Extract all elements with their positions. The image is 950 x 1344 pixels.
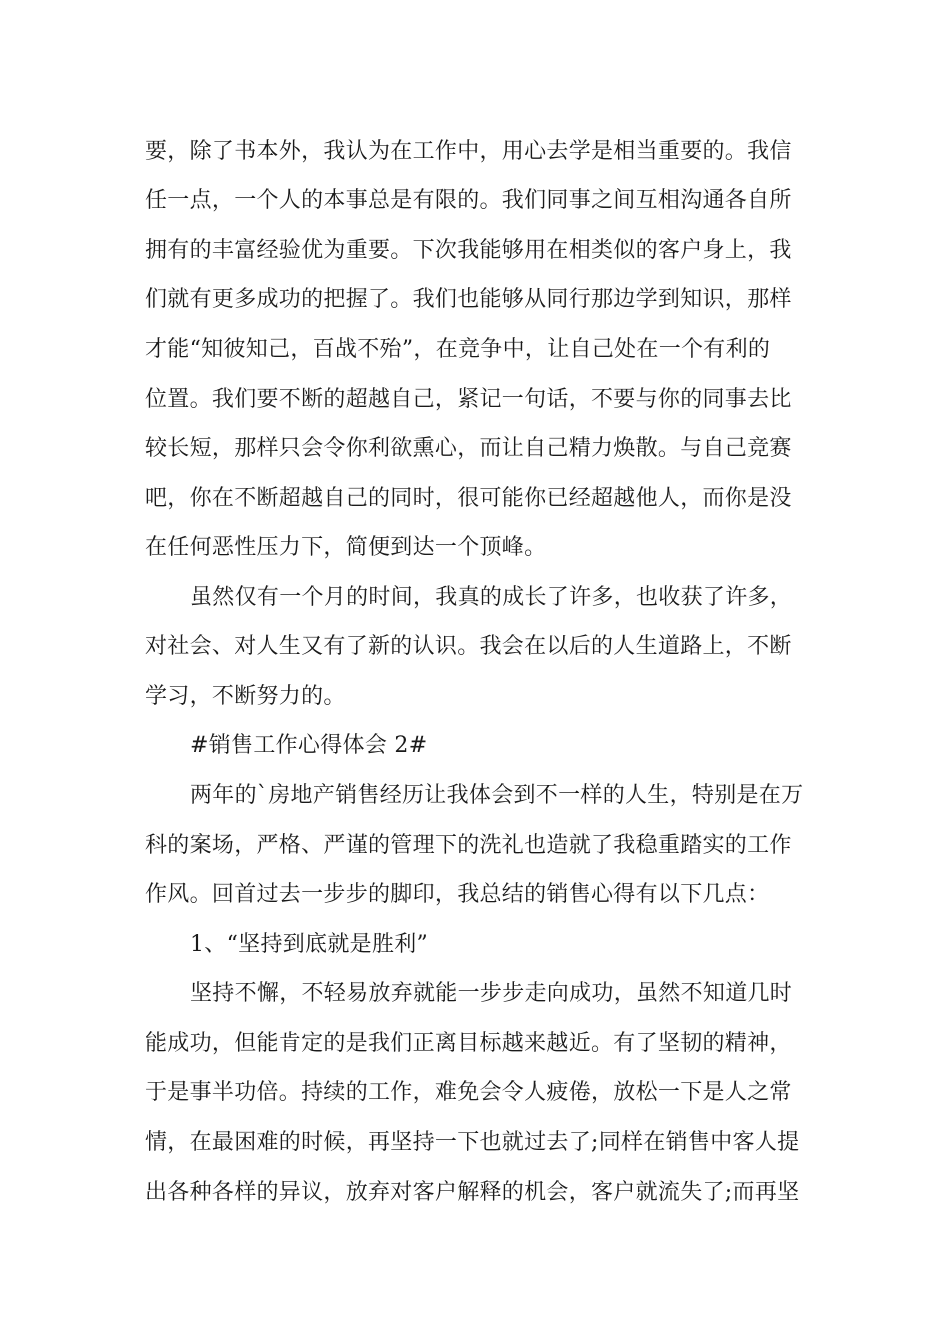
text-line: 学习，不断努力的。 [145, 684, 346, 709]
subsection-heading: 1、“坚持到底就是胜利” [190, 932, 429, 957]
text-line: 拥有的丰富经验优为重要。下次我能够用在相类似的客户身上，我 [145, 238, 792, 263]
text-line: 作风。回首过去一步步的脚印，我总结的销售心得有以下几点： [145, 882, 770, 907]
text-line: 任一点，一个人的本事总是有限的。我们同事之间互相沟通各自所 [145, 188, 792, 213]
text-line: 科的案场，严格、严谨的管理下的洗礼也造就了我稳重踏实的工作 [145, 833, 792, 858]
text-line: 坚持不懈，不轻易放弃就能一步步走向成功，虽然不知道几时 [190, 981, 793, 1006]
text-line: 虽然仅有一个月的时间，我真的成长了许多，也收获了许多， [190, 585, 793, 610]
section-heading: #销售工作心得体会 2# [190, 733, 428, 758]
text-line: 情，在最困难的时候，再坚持一下也就过去了;同样在销售中客人提 [145, 1130, 800, 1155]
text-line: 能成功，但能肯定的是我们正离目标越来越近。有了坚韧的精神， [145, 1031, 792, 1056]
text-line: 要，除了书本外，我认为在工作中，用心去学是相当重要的。我信 [145, 139, 792, 164]
text-line: 两年的`房地产销售经历让我体会到不一样的人生，特别是在万 [190, 783, 804, 808]
text-line: 吧，你在不断超越自己的同时，很可能你已经超越他人，而你是没 [145, 486, 792, 511]
text-line: 位置。我们要不断的超越自己，紧记一句话，不要与你的同事去比 [145, 387, 792, 412]
text-line: 在任何恶性压力下，简便到达一个顶峰。 [145, 535, 547, 560]
text-line: 对社会、对人生又有了新的认识。我会在以后的人生道路上，不断 [145, 634, 792, 659]
text-line: 才能“知彼知己，百战不殆”，在竞争中，让自己处在一个有利的 [145, 337, 771, 362]
text-line: 们就有更多成功的把握了。我们也能够从同行那边学到知识，那样 [145, 287, 792, 312]
text-line: 出各种各样的异议，放弃对客户解释的机会，客户就流失了;而再坚 [145, 1180, 800, 1205]
text-line: 于是事半功倍。持续的工作，难免会令人疲倦，放松一下是人之常 [145, 1080, 792, 1105]
text-line: 较长短，那样只会令你利欲熏心，而让自己精力焕散。与自己竞赛 [145, 436, 792, 461]
